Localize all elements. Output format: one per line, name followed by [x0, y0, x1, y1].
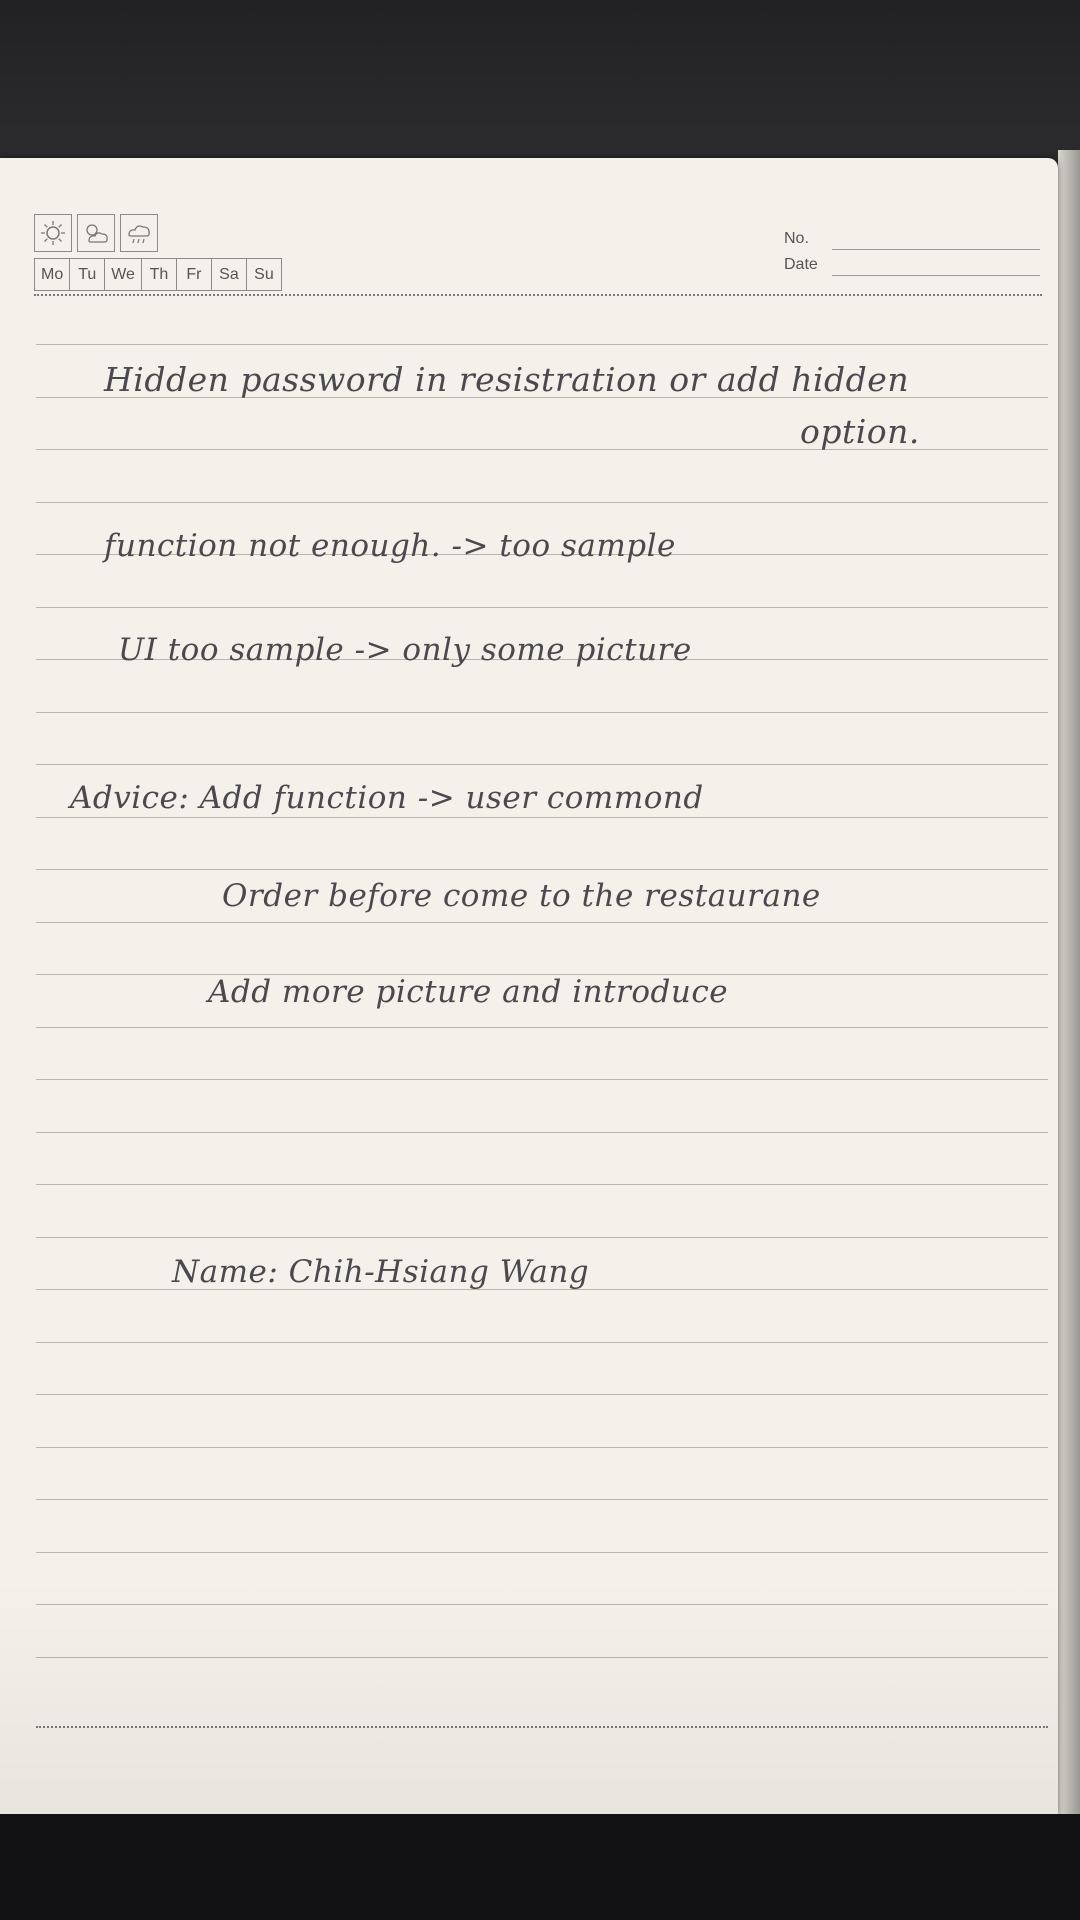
note-line-5: Order before come to the restaurane — [222, 878, 821, 914]
ruled-line — [36, 1132, 1048, 1133]
ruled-line — [36, 1237, 1048, 1238]
day-mo: Mo — [35, 259, 70, 290]
day-sa: Sa — [212, 259, 247, 290]
day-we: We — [105, 259, 142, 290]
number-field — [784, 230, 1040, 252]
ruled-line — [36, 1079, 1048, 1080]
ruled-line — [36, 344, 1048, 345]
ruled-line — [36, 1447, 1048, 1448]
ruled-line — [36, 1499, 1048, 1500]
ruled-line — [36, 712, 1048, 713]
ruled-line — [36, 817, 1048, 818]
note-line-6: Add more picture and introduce — [208, 974, 729, 1010]
day-th: Th — [142, 259, 177, 290]
desk-foreground — [0, 1814, 1080, 1920]
note-line-3: UI too sample -> only some picture — [118, 632, 692, 668]
date-field — [784, 256, 1040, 278]
notebook-page — [0, 158, 1058, 1814]
ruled-line — [36, 1394, 1048, 1395]
partly-cloudy-icon — [77, 214, 115, 252]
ruled-line — [36, 1657, 1048, 1658]
ruled-line — [36, 1342, 1048, 1343]
sun-icon — [34, 214, 72, 252]
ruled-line — [36, 1552, 1048, 1553]
ruled-line — [36, 607, 1048, 608]
page-shadow — [0, 1578, 1058, 1814]
ruled-line — [36, 502, 1048, 503]
ruled-line — [36, 1027, 1048, 1028]
note-line-4: Advice: Add function -> user commond — [70, 780, 704, 816]
note-line-1-continued: option. — [800, 412, 920, 451]
note-line-1: Hidden password in resistration or add hidden — [104, 360, 910, 399]
author-name: Name: Chih-Hsiang Wang — [172, 1254, 590, 1290]
note-line-2: function not enough. -> too sample — [104, 528, 676, 564]
ruled-line — [36, 922, 1048, 923]
ruled-line — [36, 1604, 1048, 1605]
date-label: Date — [784, 256, 818, 273]
day-fr: Fr — [177, 259, 212, 290]
header-rule — [34, 294, 1042, 296]
day-tu: Tu — [70, 259, 105, 290]
weekday-selector — [34, 258, 282, 291]
ruled-line — [36, 1184, 1048, 1185]
weather-icons — [34, 214, 158, 252]
day-su: Su — [254, 266, 274, 283]
footer-rule — [36, 1726, 1048, 1728]
notebook-page-edge — [1058, 150, 1080, 1814]
ruled-line — [36, 764, 1048, 765]
cloud-rain-icon — [120, 214, 158, 252]
ruled-line — [36, 869, 1048, 870]
number-label: No. — [784, 230, 809, 247]
